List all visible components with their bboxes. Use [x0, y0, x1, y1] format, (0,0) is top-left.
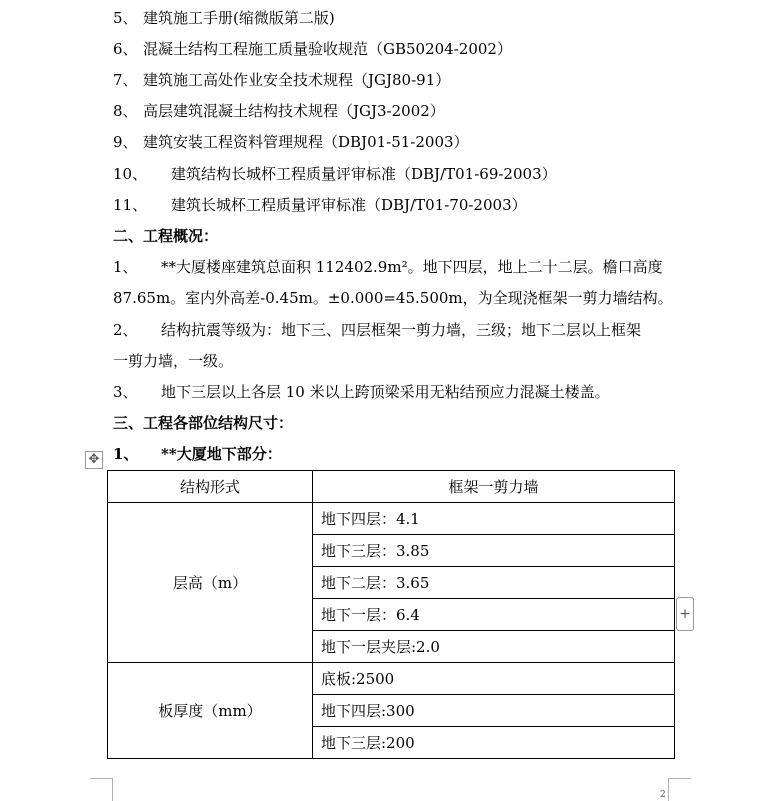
- structure-table: [107, 470, 675, 759]
- move-icon[interactable]: ✥: [85, 451, 103, 469]
- overview-item-1-line1: [113, 257, 663, 277]
- table-cell[interactable]: 地下二层：3.65: [313, 567, 675, 599]
- ref-item-9: [113, 132, 469, 152]
- table-cell[interactable]: 地下一层：6.4: [313, 599, 675, 631]
- item-num: 3、: [113, 383, 138, 401]
- table-header-cell[interactable]: 结构形式: [108, 471, 313, 503]
- ref-num: 7、: [113, 71, 138, 89]
- ref-num: 5、: [113, 9, 138, 27]
- ref-num: 9、: [113, 133, 138, 151]
- overview-item-1-line2: 87.65m。室内外高差-0.45m。±0.000=45.500m，为全现浇框架一剪力墙结构。: [113, 289, 673, 307]
- table-cell[interactable]: 地下三层:200: [313, 727, 675, 759]
- item-text: 结构抗震等级为：地下三、四层框架一剪力墙，三级；地下二层以上框架: [161, 321, 642, 339]
- ref-item-8: [113, 101, 445, 121]
- subsection-title: **大厦地下部分：: [161, 445, 282, 463]
- item-num: 1、: [113, 258, 138, 276]
- ref-text: 建筑结构长城杯工程质量评审标准（DBJ/T01-69-2003）: [171, 165, 557, 183]
- page-corner-mark: [668, 778, 691, 801]
- row-group-label[interactable]: 板厚度（mm）: [108, 663, 313, 759]
- ref-item-10: [113, 164, 557, 184]
- subsection-heading-basement: [113, 444, 282, 464]
- subsection-num: 1、: [113, 445, 139, 463]
- overview-item-3: [113, 382, 610, 402]
- overview-item-2-line1: [113, 320, 641, 340]
- ref-num: 10、: [113, 165, 148, 183]
- row-group-label[interactable]: 层高（m）: [108, 503, 313, 663]
- table-cell[interactable]: 地下一层夹层:2.0: [313, 631, 675, 663]
- table-row: [108, 663, 675, 695]
- overview-item-2-line2: 一剪力墙，一级。: [113, 352, 234, 370]
- plus-icon[interactable]: +: [676, 597, 694, 631]
- ref-num: 11、: [113, 196, 148, 214]
- ref-text: 混凝土结构工程施工质量验收规范（GB50204-2002）: [143, 40, 512, 58]
- ref-text: 建筑施工高处作业安全技术规程（JGJ80-91）: [143, 71, 451, 89]
- ref-num: 8、: [113, 102, 138, 120]
- ref-item-5: [113, 8, 335, 28]
- page-corner-mark: [90, 778, 113, 801]
- item-text: 地下三层以上各层 10 米以上跨顶梁采用无粘结预应力混凝土楼盖。: [161, 383, 610, 401]
- item-text: **大厦楼座建筑总面积 112402.9m²。地下四层，地上二十二层。檐口高度: [161, 258, 663, 276]
- table-cell[interactable]: 底板:2500: [313, 663, 675, 695]
- table-cell[interactable]: 地下三层：3.85: [313, 535, 675, 567]
- item-num: 2、: [113, 321, 138, 339]
- section-heading-dimensions: 三、工程各部位结构尺寸：: [113, 414, 294, 432]
- table-cell[interactable]: 地下四层：4.1: [313, 503, 675, 535]
- ref-item-11: [113, 195, 527, 215]
- page-number: 2: [660, 790, 666, 800]
- ref-text: 建筑长城杯工程质量评审标准（DBJ/T01-70-2003）: [171, 196, 527, 214]
- ref-item-7: [113, 70, 450, 90]
- ref-text: 建筑安装工程资料管理规程（DBJ01-51-2003）: [143, 133, 469, 151]
- table-row: [108, 503, 675, 535]
- ref-text: 高层建筑混凝土结构技术规程（JGJ3-2002）: [143, 102, 445, 120]
- table-header-cell[interactable]: 框架一剪力墙: [313, 471, 675, 503]
- table-header-row: [108, 471, 675, 503]
- ref-text: 建筑施工手册(缩微版第二版): [143, 9, 335, 27]
- ref-num: 6、: [113, 40, 138, 58]
- ref-item-6: [113, 39, 512, 59]
- section-heading-overview: 二、工程概况：: [113, 227, 219, 245]
- table-cell[interactable]: 地下四层:300: [313, 695, 675, 727]
